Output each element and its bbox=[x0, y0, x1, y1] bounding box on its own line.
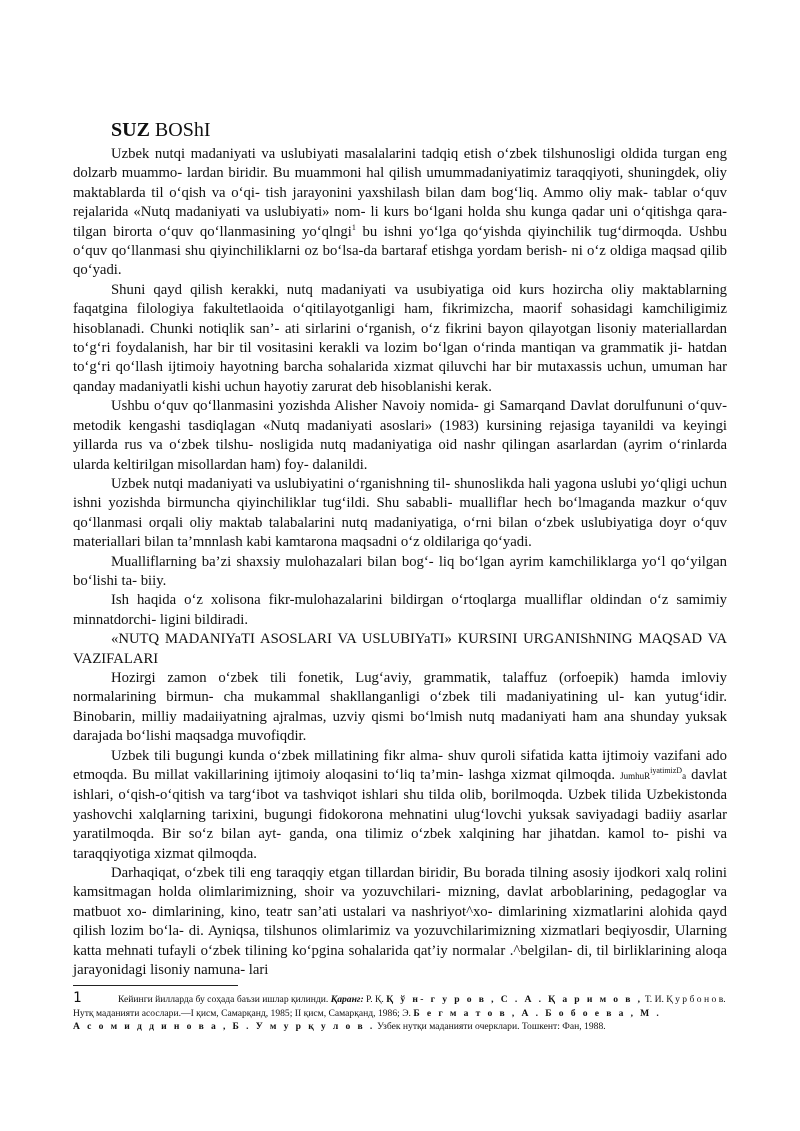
paragraph-6: Ish haqida o‘z xolisona fikr-mulohazalarini bildirgan o‘rtoqlarga mualliflar oldindan o‘z samimiy minnatdorchi- ligini bildiradi. bbox=[73, 592, 727, 628]
footnote-number: 1 bbox=[73, 990, 82, 1006]
paragraph-text: Uzbek nutqi madaniyati va uslubiyati masalalarini tadqiq etish o‘zbek tilshunosligi oldida turgan eng dolzarb muammo- lardan biridir. Bu muammoni hal qilish umummadaniyatimiz taraqqiyoti, shuningdek, oliy maktablarda til o‘qish va o‘qi- tish jarayonini yaxshilash bilan dam bog‘liq. Ammo oliy mak- tablar o‘quv rejalarida «Nutq madaniyati va uslubiyati» nom- li kurs bo‘lgani holda shu kunga qadar uni o‘qitishga qara- tilgan birorta o‘quv qo‘llanmasining yo‘qlngi bbox=[73, 146, 727, 240]
footnote-divider bbox=[73, 985, 238, 986]
paragraph-1 bbox=[73, 145, 727, 281]
footnote-text: Нутқ маданияти асослари.—I қисм, Самарқанд, 1985; II қисм, Самарқанд, 1986; Э. bbox=[73, 1007, 414, 1019]
footnote-text: Узбек нутқи маданияти очерклари. Тошкент: Фан, 1988. bbox=[374, 1021, 606, 1033]
section-heading bbox=[111, 118, 727, 142]
footnote-authors: Б е г м а т о в , А . Б о б о е в а , М . bbox=[413, 1007, 662, 1019]
paragraph-text: bu ishni yo‘lga qo‘yishda qiyinchilik tug‘dirmoqda. Ushbu o‘quv qo‘llanmasi shu qiyinchiliklarni oz bo‘lsa-da bartaraf etishga yordam berish- ni o‘z oldiga maqsad qilib qo‘yadi. bbox=[73, 223, 727, 279]
paragraph-text: davlat ishlari, o‘qish-o‘qitish va targ‘ibot va tashviqot ishlari shu tilda olib, borilmoqda. Uzbek tilida Uzbekistonda yashovchi xalqlarning tarixini, bugungi fidokorona mehnatini ulug‘lovchi yuksak saviyadagi badiiy asarlar yaratilmoqda. Bir so‘z bilan ayt- ganda, ona tilimiz o‘zbek xalqining har jihatdan. kamol to- pishi va taraqqiyotiga xizmat qilmoqda. bbox=[73, 767, 727, 862]
small-text: JumhuR bbox=[620, 771, 651, 781]
paragraph-5: Mualliflarning ba’zi shaxsiy mulohazalari bilan bog‘- liq bo‘lgan ayrim kamchiliklarga yo‘l qo‘yilgan bo‘lishi ta- biiy. bbox=[73, 553, 727, 589]
footnote-text: Р. Қ. bbox=[363, 994, 387, 1005]
footnote-authors: Қ ў н- г у р о в , С . А . Қ а р и м о в , bbox=[386, 994, 643, 1005]
small-text: a bbox=[682, 771, 687, 781]
paragraph-text: Uzbek tili bugungi kunda o‘zbek millatining fikr alma- shuv quroli sifatida katta ijtimoiy vazifani ado etmoqda. Bu millat vakillarining ijtimoiy aloqasini to‘liq ta’min- lashga xizmat qilmoqda. bbox=[73, 747, 727, 783]
paragraph-8: Hozirgi zamon o‘zbek tili fonetik, Lug‘aviy, grammatik, talaffuz (orfoepik) hamda imloviy normalarining birmun- cha mukammal shakllanganligi o‘zbek tili madaniyatining ul- kan yutug‘idir. Binobarin, milliy madaiiyatning ajralmas, uzviy qismi bo‘lmish nutq madaniyati ham ana shunday yuksak darajada bo‘lishi maqsadga muvofiqdir. bbox=[73, 669, 727, 745]
paragraph-3: Ushbu o‘quv qo‘llanmasini yozishda Alisher Navoiy nomida- gi Samarqand Davlat dorulfununi o‘quv-metodik kengashi tasdiqlagan «Nutq madaniyati asoslari» (1983) kursining rejasiga tayanildi va keyingi yillarda rus va o‘zbek tilshu- nosligida nutq madaniyatiga oid nashr qilingan asarlardan (ayrim o‘rinlarda ularda keltirilgan misollardan ham) foy- dalanildi. bbox=[73, 398, 727, 473]
footnote-see: Қаранг: bbox=[330, 994, 364, 1005]
paragraph-4: Uzbek nutqi madaniyati va uslubiyatini o‘rganishning til- shunoslikda hali yagona uslubi yo‘qligi uchun ishni yozishda birmuncha qiyinchiliklar tug‘ildi. Shu sababli- mualliflar hech bo‘lmaganda mazkur o‘quv qo‘llanmasi orqali oliy maktab talabalarini nutq madaniyatiga, o‘rni bilan o‘zbek uslubiyatiga doyr o‘quv materiallari bilan ta’mnnlash kabi kamtarona maqsadni o‘z oldilariga qo‘yadi. bbox=[73, 475, 727, 551]
paragraph-2: Shuni qayd qilish kerakki, nutq madaniyati va usubiyatiga oid kurs hozircha oliy maktablarning faqatgina filologiya fakultetlaoida o‘qitilayotganligi ham, fikrimizcha, maorif sohasidagi kamchiligimiz hisoblanadi. Chunki notiqlik san’- ati sirlarini o‘rganish, o‘z fikrini bayon qilayotgan lisoniy materiallardan to‘g‘ri foydalanish, har bir til vositasini kerakli va lozim bo‘lgan o‘rinda mantiqan va grammatik ji- hatdan to‘g‘ri qo‘llash ijtimoiy hayotning barcha sohalarida xizmat qiluvchi har bir mutaxassis uchun, umuman har qanday madaniyatli kishi uchun hayotiy zarurat deb hisoblanishi kerak. bbox=[73, 281, 727, 395]
section-title-paragraph: «NUTQ MADANIYaTI ASOSLARI VA USLUBIYaTI» KURSINI URGANIShNING MAQSAD VA VAZIFALARI bbox=[73, 631, 727, 667]
footnote-text: Т. И. Қ у р б о н о в. bbox=[642, 994, 726, 1005]
heading-bold: SUZ bbox=[111, 119, 150, 141]
small-sup: iyatimizD bbox=[650, 766, 683, 776]
paragraph-10: Darhaqiqat, o‘zbek tili eng taraqqiy etgan tillardan biridir, Bu borada tilning asosiy ijodkori xalq rolini kamsitmagan holda olimlarimizning, shoir va yozuvchilari- mizning, davlat arboblarining, pedagoglar va matbuot xo- dimlarining, kino, teatr san’ati ustalari va nashriyot^xo- dimlarining xizmatlarini alohida qayd qilish lozim bo‘la- di. Ayniqsa, tilshunos olimlarimiz va yozuvchilarimizning xizmatlari beqiyosdir, Ularning katta mehnati tufayli o‘zbek tilining ko‘pgina sohalarida qat’iy normalar .^belgilan- di, til birliklarining aloqa jarayonidagi lisoniy namuna- lari bbox=[73, 865, 727, 979]
document-body bbox=[73, 118, 727, 980]
paragraph-9 bbox=[73, 747, 727, 864]
footnote-ref[interactable]: 1 bbox=[351, 222, 356, 232]
heading-rest: BOShI bbox=[149, 119, 211, 141]
footnote-authors: А с о м и д д и н о в а , Б . У м у р қ у л о в . bbox=[73, 1021, 375, 1033]
footnote bbox=[73, 992, 727, 1034]
footnote-text: Кейинги йилларда бу соҳада баъзи ишлар қилинди. bbox=[118, 994, 331, 1005]
